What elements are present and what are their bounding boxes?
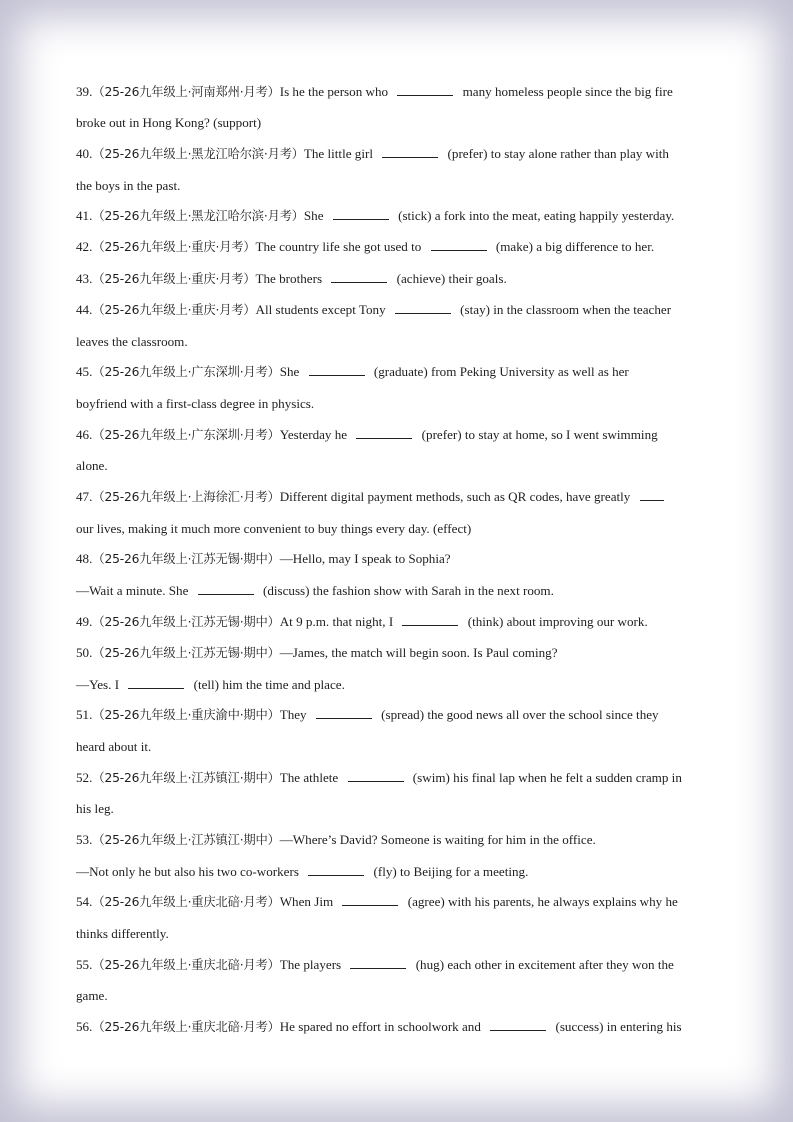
question-text: (graduate) from Peking University as well as her (370, 364, 629, 380)
question-text: (hug) each other in excitement after they won the (412, 956, 674, 972)
question-source: （25-26九年级上·黑龙江哈尔滨·月考） (92, 146, 304, 161)
question-text: (tell) him the time and place. (190, 676, 345, 692)
question-text: many homeless people since the big fire (459, 83, 673, 99)
question-line (76, 357, 720, 388)
question-text: (spread) the good news all over the school since they (377, 707, 659, 723)
answer-blank[interactable] (395, 303, 451, 314)
question-text: Different digital payment methods, such as QR codes, have greatly (279, 488, 634, 504)
answer-blank[interactable] (397, 85, 453, 96)
question-line (76, 856, 720, 887)
question-text: (fly) to Beijing for a meeting. (370, 863, 529, 879)
question-line (76, 1012, 720, 1043)
question-text: The country life she got used to (255, 239, 425, 255)
question-number: 42. (76, 239, 93, 255)
question-line (76, 263, 720, 294)
question-text: —Wait a minute. She (76, 583, 192, 598)
question-text: —Yes. I (76, 676, 123, 692)
question-number: 56. (76, 1019, 93, 1035)
question-text: All students except Tony (255, 301, 389, 317)
question-text: leaves the classroom. (76, 333, 188, 349)
answer-blank[interactable] (128, 678, 184, 689)
question-line (76, 575, 720, 606)
question-line (76, 481, 720, 512)
answer-blank[interactable] (640, 490, 664, 501)
question-number: 43. (76, 270, 93, 286)
question-line (76, 388, 720, 419)
question-text: —Not only he but also his two co-workers (76, 863, 303, 879)
question-line (76, 606, 720, 637)
question-line (76, 513, 720, 544)
question-text: (make) a big difference to her. (492, 239, 655, 255)
question-line (76, 544, 720, 575)
question-text: boyfriend with a first-class degree in physics. (76, 395, 315, 411)
question-number: 53. (76, 832, 93, 847)
question-source: （25-26九年级上·重庆·月考） (92, 271, 256, 286)
answer-blank[interactable] (331, 272, 387, 283)
question-line (76, 107, 720, 138)
question-line (76, 637, 720, 668)
question-line (76, 419, 720, 450)
question-line (76, 76, 720, 107)
question-text: (agree) with his parents, he always explains why he (404, 894, 678, 910)
question-text: Yesterday he (279, 426, 351, 442)
question-number: 49. (76, 613, 93, 629)
question-number: 39. (76, 83, 93, 99)
question-number: 50. (76, 644, 93, 660)
question-text: (stay) in the classroom when the teacher (456, 301, 672, 317)
question-text: The little girl (303, 145, 377, 161)
question-line (76, 825, 720, 856)
question-text: She (303, 208, 327, 224)
question-line (76, 294, 720, 325)
question-line (76, 918, 720, 949)
question-text: They (279, 707, 310, 723)
question-text: alone. (76, 458, 108, 474)
answer-blank[interactable] (198, 584, 254, 595)
question-number: 51. (76, 707, 93, 723)
answer-blank[interactable] (348, 771, 404, 782)
question-source: （25-26九年级上·重庆·月考） (92, 302, 256, 317)
question-source: （25-26九年级上·广东深圳·月考） (92, 427, 280, 442)
question-number: 52. (76, 769, 93, 785)
question-text: —Hello, may I speak to Sophia? (279, 551, 451, 567)
question-line (76, 170, 720, 201)
question-source: （25-26九年级上·广东深圳·月考） (92, 365, 280, 380)
answer-blank[interactable] (402, 615, 458, 626)
answer-blank[interactable] (350, 958, 406, 969)
answer-blank[interactable] (333, 209, 389, 220)
question-number: 46. (76, 426, 93, 442)
answer-blank[interactable] (309, 365, 365, 376)
question-text: The players (279, 956, 345, 972)
answer-blank[interactable] (316, 708, 372, 719)
question-line (76, 731, 720, 762)
question-text: At 9 p.m. that night, I (279, 613, 397, 629)
question-text: —Where’s David? Someone is waiting for him in the office. (279, 832, 596, 847)
answer-blank[interactable] (356, 428, 412, 439)
question-source: （25-26九年级上·重庆北碚·月考） (92, 895, 280, 910)
question-text: our lives, making it much more convenient to buy things every day. (effect) (76, 520, 472, 536)
question-source: （25-26九年级上·重庆北碚·月考） (92, 957, 280, 972)
question-source: （25-26九年级上·江苏无锡·期中） (92, 645, 280, 660)
question-text: The athlete (279, 769, 342, 785)
question-number: 41. (76, 208, 93, 224)
question-text: his leg. (76, 801, 114, 817)
question-source: （25-26九年级上·江苏镇江·期中） (92, 770, 280, 785)
question-text: The brothers (255, 270, 326, 286)
question-text: (swim) his final lap when he felt a sudden cramp in (409, 769, 682, 785)
question-list (76, 76, 720, 1043)
answer-blank[interactable] (382, 147, 438, 158)
question-number: 45. (76, 364, 93, 380)
answer-blank[interactable] (342, 895, 398, 906)
question-text: —James, the match will begin soon. Is Paul coming? (279, 644, 558, 660)
question-source: （25-26九年级上·黑龙江哈尔滨·月考） (92, 209, 304, 224)
question-text: Is he the person who (279, 83, 392, 99)
question-line (76, 793, 720, 824)
question-source: （25-26九年级上·重庆渝中·期中） (92, 708, 280, 723)
question-text: game. (76, 988, 108, 1004)
answer-blank[interactable] (490, 1020, 546, 1031)
question-text: (think) about improving our work. (464, 613, 648, 629)
question-source: （25-26九年级上·江苏镇江·期中） (92, 833, 280, 847)
question-line (76, 700, 720, 731)
question-line (76, 887, 720, 918)
question-line (76, 138, 720, 169)
question-source: （25-26九年级上·江苏无锡·期中） (92, 552, 280, 567)
question-line (76, 762, 720, 793)
question-text: (stick) a fork into the meat, eating happily yesterday. (394, 208, 675, 224)
question-text: (discuss) the fashion show with Sarah in the next room. (259, 583, 554, 598)
question-text: He spared no effort in schoolwork and (279, 1019, 485, 1035)
question-number: 48. (76, 551, 93, 567)
question-line (76, 232, 720, 263)
answer-blank[interactable] (431, 240, 487, 251)
question-number: 40. (76, 145, 93, 161)
question-number: 54. (76, 894, 93, 910)
question-text: the boys in the past. (76, 177, 181, 193)
question-source: （25-26九年级上·上海徐汇·月考） (92, 489, 280, 504)
question-source: （25-26九年级上·重庆·月考） (92, 240, 256, 255)
question-text: thinks differently. (76, 926, 169, 942)
question-line (76, 669, 720, 700)
question-text: (prefer) to stay alone rather than play with (444, 145, 669, 161)
question-text: (prefer) to stay at home, so I went swimming (418, 426, 658, 442)
question-source: （25-26九年级上·重庆北碚·月考） (92, 1020, 280, 1035)
question-number: 47. (76, 488, 93, 504)
question-text: She (279, 364, 303, 380)
question-line (76, 326, 720, 357)
question-text: When Jim (279, 894, 337, 910)
question-line (76, 450, 720, 481)
question-number: 44. (76, 301, 93, 317)
question-number: 55. (76, 956, 93, 972)
question-text: (success) in entering his (552, 1019, 682, 1035)
question-text: broke out in Hong Kong? (support) (76, 115, 262, 131)
question-source: （25-26九年级上·江苏无锡·期中） (92, 614, 280, 629)
question-line (76, 980, 720, 1011)
question-text: heard about it. (76, 738, 152, 754)
question-text: (achieve) their goals. (393, 270, 507, 286)
question-line (76, 949, 720, 980)
question-line (76, 201, 720, 232)
answer-blank[interactable] (308, 865, 364, 876)
question-source: （25-26九年级上·河南郑州·月考） (92, 84, 280, 99)
